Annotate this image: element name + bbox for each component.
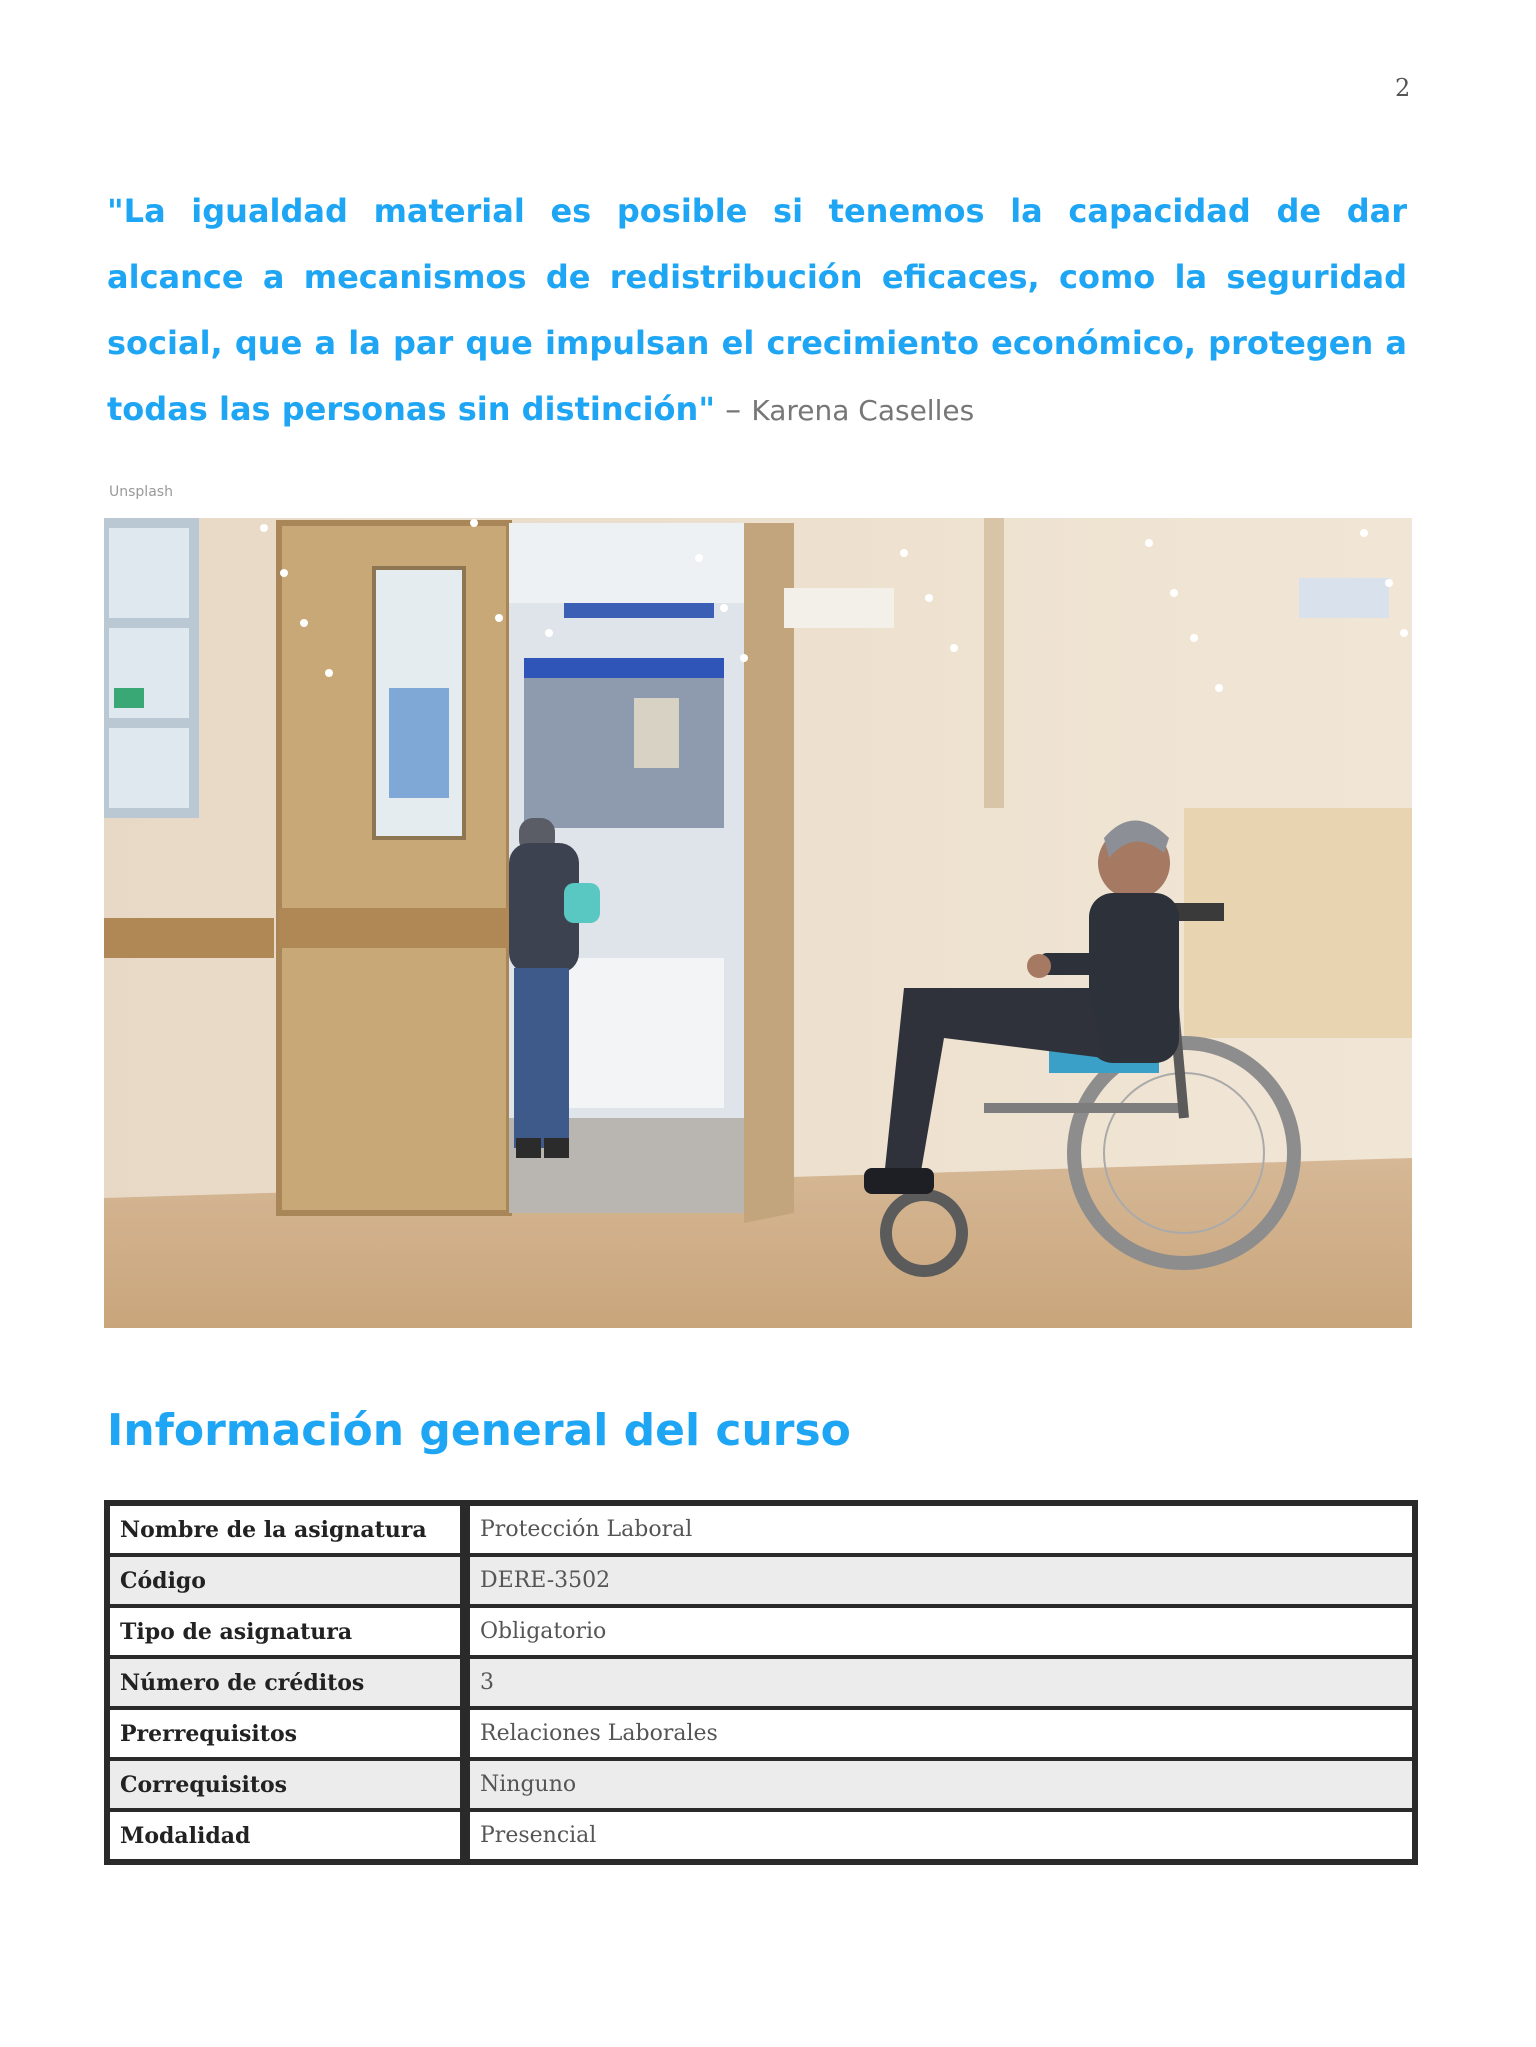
row-label: Correquisitos	[107, 1759, 465, 1810]
quote-dash: –	[714, 390, 752, 428]
table-row	[107, 1555, 1415, 1606]
page-number: 2	[1395, 74, 1411, 102]
table-row	[107, 1503, 1415, 1555]
row-value: Protección Laboral	[465, 1503, 1415, 1555]
row-label: Prerrequisitos	[107, 1708, 465, 1759]
table-row	[107, 1708, 1415, 1759]
row-value: Presencial	[465, 1810, 1415, 1862]
quote-text: "La igualdad material es posible si tenemos la capacidad de dar alcance a mecanismos de redistribución eficaces, como la seguridad social, que a la par que impulsan el crecimiento económico, protegen a todas las personas sin distinción"	[107, 192, 1407, 428]
row-label: Número de créditos	[107, 1657, 465, 1708]
photo-caption: Unsplash	[109, 484, 173, 500]
row-label: Nombre de la asignatura	[107, 1503, 465, 1555]
row-value: 3	[465, 1657, 1415, 1708]
hospital-hallway-illustration	[104, 518, 1412, 1328]
course-info-heading: Información general del curso	[107, 1405, 851, 1456]
course-info-table	[104, 1500, 1418, 1865]
row-value: Relaciones Laborales	[465, 1708, 1415, 1759]
table-row	[107, 1810, 1415, 1862]
hospital-hallway-photo	[104, 518, 1412, 1328]
table-row	[107, 1657, 1415, 1708]
row-value: Ninguno	[465, 1759, 1415, 1810]
row-value: DERE-3502	[465, 1555, 1415, 1606]
quote-block	[107, 178, 1407, 444]
table-row	[107, 1606, 1415, 1657]
row-value: Obligatorio	[465, 1606, 1415, 1657]
quote-author: Karena Caselles	[751, 394, 975, 427]
row-label: Código	[107, 1555, 465, 1606]
row-label: Modalidad	[107, 1810, 465, 1862]
row-label: Tipo de asignatura	[107, 1606, 465, 1657]
table-row	[107, 1759, 1415, 1810]
